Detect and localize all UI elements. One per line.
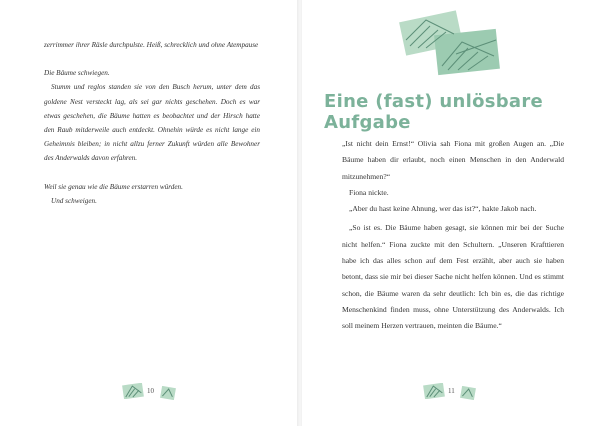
leaf-tile-icon	[460, 386, 476, 405]
right-paragraph-4: „So ist es. Die Bäume haben gesagt, sie können mir bei der Suche nicht helfen.“ Fiona zuckte mit den Schultern. „Unseren Krafttieren habe ich das alles schon auf dem Fest erzählt, aber auch sie haben betont, dass sie mir bei dieser Sache nicht helfen können. Und es stimmt schon, die Bäume waren da sehr deutlich: Ich bin es, die das richtige Menschenkind finden muss, ohne Unterstützung des Anderwalds. Ich soll meinem Herzen vertrauen, meinten die Bäume.“	[342, 223, 564, 331]
left-paragraph-4: Weil sie genau wie die Bäume erstarren würden.	[44, 182, 183, 191]
left-paragraph-2: Die Bäume schwiegen.	[44, 69, 110, 78]
left-paragraph-5: Und schweigen.	[51, 196, 97, 205]
geometric-leaf-ornament-icon	[396, 10, 506, 83]
left-paragraph-1: zerrimmer ihrer Räsle durchpulste. Heiß, schrecklich und ohne Atempause	[44, 41, 259, 49]
right-page-text	[342, 136, 564, 335]
left-page-text	[44, 38, 260, 208]
page-number-left: 10	[147, 387, 154, 395]
leaf-tile-icon	[423, 383, 445, 404]
right-paragraph-2: Fiona nickte.	[349, 187, 389, 197]
chapter-title: Eine (fast) unlösbare Aufgabe	[324, 91, 544, 133]
right-paragraph-1: „Ist nicht dein Ernst!“ Olivia sah Fiona mit großen Augen an. „Die Bäume haben dir erlaubt, noch einen Menschen in den Anderwald mitzunehmen?“	[342, 139, 564, 181]
leaf-tile-icon	[160, 386, 176, 405]
right-paragraph-3: „Aber du hast keine Ahnung, wer das ist?“, hakte Jakob nach.	[349, 204, 537, 214]
paragraph-gap	[44, 52, 260, 66]
left-paragraph-3: Stumm und reglos standen sie von den Busch herum, unter dem das goldene Nest versteckt lag, als sei gar nichts geschehen. Doch es war etwas geschehen, die Bäume hatten es beobachtet und der Hirsch hatte den Raub mitderweile auch entdeckt. Ohnehin würde es nicht lange ein Geheimnis bleiben; in nicht allzu ferner Zukunft würden alle Bewohner des Anderwalds davon erfahren.	[44, 83, 260, 163]
page-number-right: 11	[448, 387, 455, 395]
leaf-tile-icon	[122, 383, 144, 404]
paragraph-gap	[44, 166, 260, 180]
